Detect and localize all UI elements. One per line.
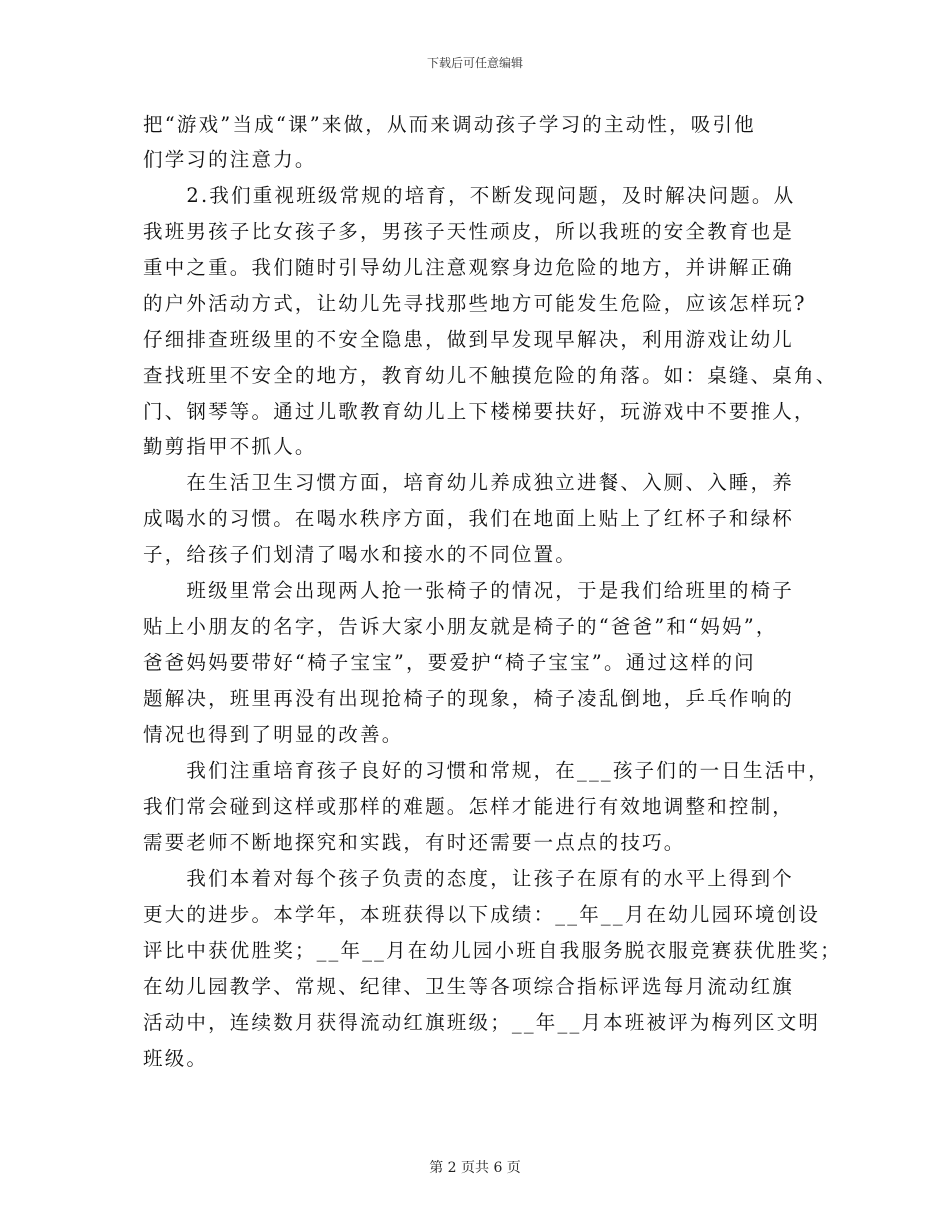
text-line: 我们常会碰到这样或那样的难题。怎样才能进行有效地调整和控制， <box>143 795 795 818</box>
text-line: 成喝水的习惯。在喝水秩序方面，我们在地面上贴上了红杯子和绿杯 <box>143 507 795 530</box>
text-line: 题解决，班里再没有出现抢椅子的现象，椅子凌乱倒地，乒乓作响的 <box>143 687 795 710</box>
text-line: 我们本着对每个孩子负责的态度，让孩子在原有的水平上得到个 <box>143 867 795 890</box>
text-line: 班级。 <box>143 1047 209 1070</box>
text-line: 2.我们重视班级常规的培育，不断发现问题，及时解决问题。从 <box>143 184 796 207</box>
text-line: 我们注重培育孩子良好的习惯和常规，在___孩子们的一日生活中， <box>143 759 830 782</box>
text-line: 更大的进步。本学年，本班获得以下成绩：__年__月在幼儿园环境创设 <box>143 903 821 926</box>
text-line: 们学习的注意力。 <box>143 148 317 171</box>
text-line: 情况也得到了明显的改善。 <box>143 723 404 746</box>
text-line: 勤剪指甲不抓人。 <box>143 435 317 458</box>
text-line: 活动中，连续数月获得流动红旗班级；__年__月本班被评为梅列区文明 <box>143 1011 821 1034</box>
text-line: 在生活卫生习惯方面，培育幼儿养成独立进餐、入厕、入睡，养 <box>143 471 795 494</box>
text-line: 查找班里不安全的地方，教育幼儿不触摸危险的角落。如：桌缝、桌角、 <box>143 364 838 387</box>
text-line: 仔细排查班级里的不安全隐患，做到早发现早解决，利用游戏让幼儿 <box>143 328 795 351</box>
text-line: 门、钢琴等。通过儿歌教育幼儿上下楼梯要扶好，玩游戏中不要推人， <box>143 400 816 423</box>
text-line: 评比中获优胜奖；__年__月在幼儿园小班自我服务脱衣服竞赛获优胜奖； <box>143 939 842 962</box>
text-line: 贴上小朋友的名字，告诉大家小朋友就是椅子的“爸爸”和“妈妈”， <box>143 615 778 638</box>
page-header: 下载后可任意编辑 <box>426 56 523 70</box>
text-line: 我班男孩子比女孩子多，男孩子天性顽皮，所以我班的安全教育也是 <box>143 220 795 243</box>
page-footer: 第 2 页共 6 页 <box>429 1160 521 1176</box>
text-line: 班级里常会出现两人抢一张椅子的情况，于是我们给班里的椅子 <box>143 579 795 602</box>
text-line: 子，给孩子们划清了喝水和接水的不同位置。 <box>143 543 578 566</box>
text-line: 重中之重。我们随时引导幼儿注意观察身边危险的地方，并讲解正确 <box>143 256 795 279</box>
text-line: 把“游戏”当成“课”来做，从而来调动孩子学习的主动性，吸引他 <box>143 113 756 136</box>
text-line: 的户外活动方式，让幼儿先寻找那些地方可能发生危险，应该怎样玩? <box>143 292 807 315</box>
text-line: 爸爸妈妈要带好“椅子宝宝”，要爱护“椅子宝宝”。通过这样的问 <box>143 651 756 674</box>
text-line: 在幼儿园教学、常规、纪律、卫生等各项综合指标评选每月流动红旗 <box>143 975 795 998</box>
text-line: 需要老师不断地探究和实践，有时还需要一点点的技巧。 <box>143 831 686 854</box>
